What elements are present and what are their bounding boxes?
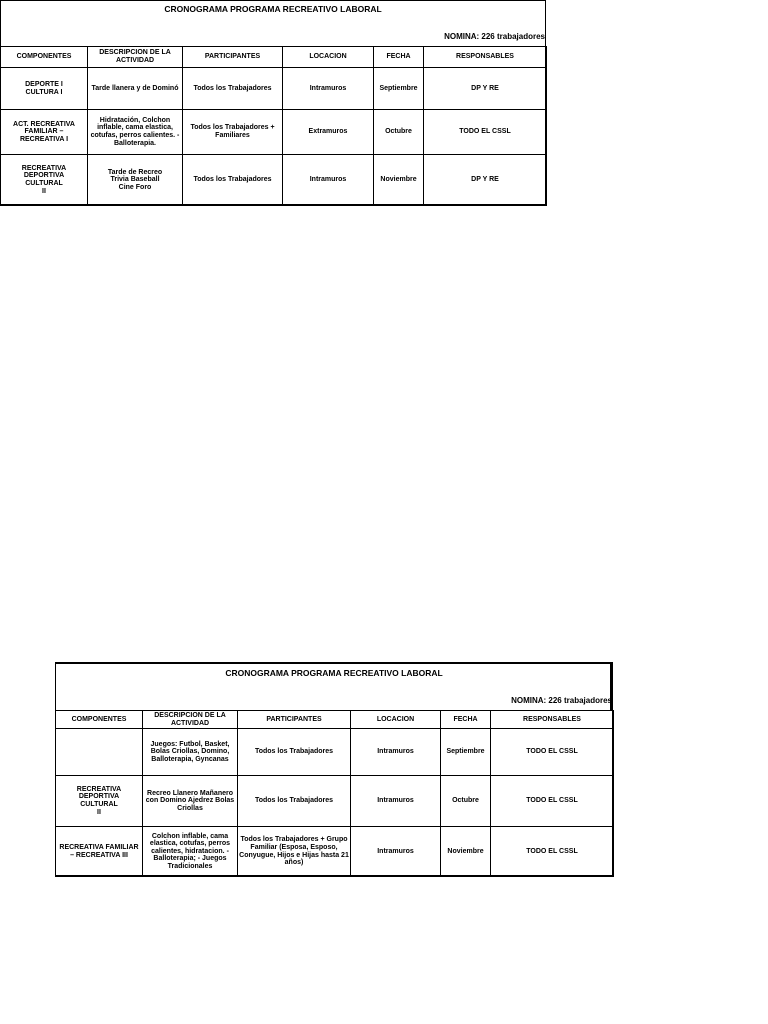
cell-responsables: TODO EL CSSL — [491, 827, 614, 877]
header-componentes: COMPONENTES — [1, 47, 88, 68]
cell-responsables: DP Y RE — [424, 68, 547, 110]
table-row — [56, 827, 614, 877]
table-row — [56, 729, 614, 776]
cell-descripcion: Tarde de Recreo Trivia Baseball Cine Foro — [88, 155, 183, 206]
header-descripcion: DESCRIPCION DE LA ACTIVIDAD — [88, 47, 183, 68]
header-fecha: FECHA — [441, 711, 491, 729]
cell-responsables: TODO EL CSSL — [491, 776, 614, 827]
cell-participantes: Todos los Trabajadores — [183, 68, 283, 110]
schedule-sheet-2 — [55, 662, 613, 876]
table-row — [1, 68, 547, 110]
header-responsables: RESPONSABLES — [424, 47, 547, 68]
header-locacion: LOCACION — [283, 47, 374, 68]
cell-locacion: Intramuros — [283, 155, 374, 206]
sheet-title: CRONOGRAMA PROGRAMA RECREATIVO LABORAL — [225, 668, 443, 678]
sheet-title: CRONOGRAMA PROGRAMA RECREATIVO LABORAL — [164, 4, 382, 14]
table-row — [1, 155, 547, 206]
table-row — [56, 776, 614, 827]
cell-participantes: Todos los Trabajadores — [238, 729, 351, 776]
header-participantes: PARTICIPANTES — [238, 711, 351, 729]
table-row — [1, 110, 547, 155]
cell-componentes — [56, 729, 143, 776]
header-fecha: FECHA — [374, 47, 424, 68]
schedule-table — [0, 46, 547, 206]
cell-fecha: Noviembre — [441, 827, 491, 877]
cell-descripcion: Colchon inflable, cama elastica, cotufas, perros calientes, hidratacion. - Balloterapia; - Juegos Tradicionales — [143, 827, 238, 877]
cell-locacion: Intramuros — [351, 776, 441, 827]
cell-locacion: Extramuros — [283, 110, 374, 155]
header-responsables: RESPONSABLES — [491, 711, 614, 729]
cell-descripcion: Recreo Llanero Mañanero con Domino Ajedrez Bolas Criollas — [143, 776, 238, 827]
header-participantes: PARTICIPANTES — [183, 47, 283, 68]
nomina-label: NOMINA: 226 trabajadores — [511, 696, 612, 705]
cell-locacion: Intramuros — [351, 827, 441, 877]
cell-fecha: Septiembre — [374, 68, 424, 110]
cell-locacion: Intramuros — [283, 68, 374, 110]
header-componentes: COMPONENTES — [56, 711, 143, 729]
cell-fecha: Noviembre — [374, 155, 424, 206]
cell-responsables: TODO EL CSSL — [424, 110, 547, 155]
cell-participantes: Todos los Trabajadores — [183, 155, 283, 206]
cell-participantes: Todos los Trabajadores — [238, 776, 351, 827]
cell-fecha: Septiembre — [441, 729, 491, 776]
schedule-table — [55, 710, 614, 877]
table-header-row — [1, 47, 547, 68]
cell-descripcion: Juegos: Futbol, Basket, Bolas Criollas, Domino, Balloterapia, Gyncanas — [143, 729, 238, 776]
cell-participantes: Todos los Trabajadores + Grupo Familiar (Esposa, Esposo, Conyugue, Hijos e Hijas hasta 21 años) — [238, 827, 351, 877]
cell-componentes: DEPORTE I CULTURA I — [1, 68, 88, 110]
cell-responsables: TODO EL CSSL — [491, 729, 614, 776]
header-locacion: LOCACION — [351, 711, 441, 729]
cell-componentes: ACT. RECREATIVA FAMILIAR – RECREATIVA I — [1, 110, 88, 155]
nomina-label: NOMINA: 226 trabajadores — [444, 32, 545, 41]
header-descripcion: DESCRIPCION DE LA ACTIVIDAD — [143, 711, 238, 729]
cell-componentes: RECREATIVA DEPORTIVA CULTURAL II — [56, 776, 143, 827]
cell-componentes: RECREATIVA DEPORTIVA CULTURAL II — [1, 155, 88, 206]
cell-participantes: Todos los Trabajadores + Familiares — [183, 110, 283, 155]
cell-descripcion: Tarde llanera y de Dominó — [88, 68, 183, 110]
cell-descripcion: Hidratación, Colchon inflable, cama elastica, cotufas, perros calientes. - Balloterapia. — [88, 110, 183, 155]
cell-fecha: Octubre — [441, 776, 491, 827]
schedule-sheet-1 — [0, 0, 546, 205]
table-header-row — [56, 711, 614, 729]
cell-fecha: Octubre — [374, 110, 424, 155]
cell-responsables: DP Y RE — [424, 155, 547, 206]
cell-locacion: Intramuros — [351, 729, 441, 776]
cell-componentes: RECREATIVA FAMILIAR – RECREATIVA III — [56, 827, 143, 877]
